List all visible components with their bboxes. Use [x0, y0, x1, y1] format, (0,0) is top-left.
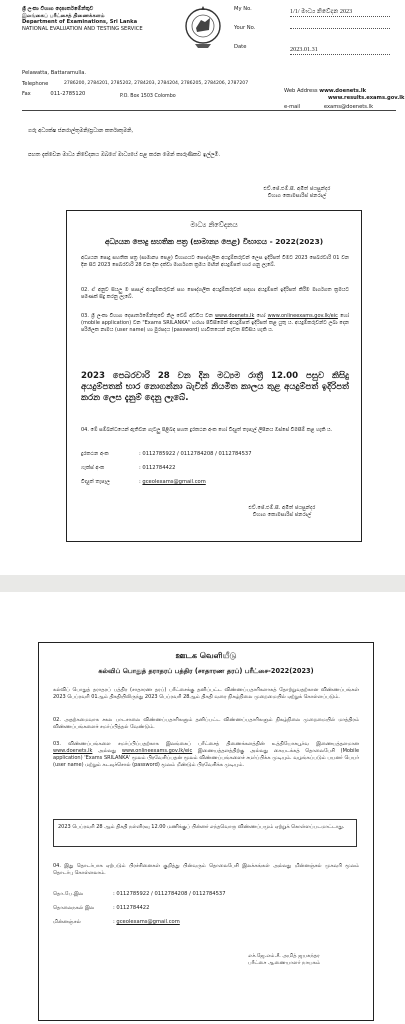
notice-signer-name-si: එච්.ජේ.එම්.සී. අමිත් ජයසුන්දර	[248, 505, 316, 511]
deadline-ta: 2023 பெப்ரவரி 28 ஆம் திகதி நள்ளிரவு 12.00 மணிக்குப் பின்னர் எந்தவொரு விண்ணப்பமும் ஏற்றுக் கொள்ளப்படமாட்டாது.	[53, 819, 357, 847]
unit-name-en: NATIONAL EVALUATION AND TESTING SERVICE	[22, 25, 143, 32]
email-label-si: විද්‍යුත් තැපෑල	[81, 479, 111, 485]
letter-page-2	[0, 592, 405, 1024]
media-notice-si	[66, 210, 362, 542]
notice-p1-ta: கல்விப் பொதுத் தராதரப் பத்திர (சாதாரண தரப்) பரீட்சைக்கு தனிப்பட்ட விண்ணப்பதாரிகளாகத் தோற்றுவதற்கான விண்ணப்பங்கள் 2023 பெப்ரவரி 01ஆம் திகதியிலிருந்து 2023 பெப்ரவரி 28ஆம் திகதி வரை நிகழ்நிலை முறைமையில் ஏற்றுக் கொள்ளப்படும்.	[53, 687, 359, 700]
email-link-ta[interactable]: gceolexams@gmail.com	[116, 919, 180, 925]
header-divider	[22, 110, 396, 111]
p3-lead: 03. ශ්‍රී ලංකා විභාග දෙපාර්තමේන්තුවේ නිල වෙබ් අඩවිය වන	[81, 313, 213, 319]
phones-si: 0112785922 / 0112784208 / 0112784537	[142, 451, 252, 457]
your-no-value	[290, 28, 390, 29]
email-link[interactable]: exams@doenets.lk	[323, 104, 374, 111]
phone-label-si: දුරකථන අංක	[81, 451, 109, 457]
phones-ta: 0112785922 / 0112784208 / 0112784537	[116, 891, 226, 897]
notice-signer-title-si: විභාග කොමසාරිස් ජනරාල්	[252, 511, 312, 518]
results-website-link[interactable]: www.results.exams.gov.lk	[328, 94, 405, 101]
media-notice-ta	[38, 642, 374, 1021]
p3-rest-ta: இணையத்தளத்திற்கு அல்லது கையடக்கத் தொலைபேசி (Mobile application) 'Exams SRILANKA' மூலம் பிரவேசிப்பதன் மூலம் விண்ணப்பங்களைச் சமர்ப்பிக்க முடியும். வழங்கப்படும் பயனர் பெயர் (user name) மற்றும் கடவுச்சொல் (password) மூலம் மீண்டும் பிரவேசிக்க முடியும்.	[53, 748, 360, 768]
dept-name-si: ශ්‍රී ලංකා විභාග දෙපාර්තමේන්තුව	[22, 6, 94, 12]
fax-label-si: ෆැක්ස් අංක	[81, 465, 105, 471]
notice-title-si: අධ්‍යයන පොදු සහතික පත්‍ර (සාමාන්‍ය පෙළ) විභාගය - 2022(2023)	[104, 237, 324, 246]
notice-p2-si: 02. ඒ අනුව සියලු ම පාසල් අයදුම්කරුවන් සහ පෞද්ගලික අයදුම්කරුවන් සඳහා අයදුම්පත් ඉදිරිපත් කිරීම මාර්ගගත ක්‍රමයට පමණක් සිදු කරනු ලැබේ.	[81, 287, 349, 301]
page-gap	[0, 575, 405, 592]
p3-mid-ta: அல்லது	[98, 748, 117, 754]
fax-number: 011-2785120	[50, 91, 86, 98]
signer-name: එච්.ජේ.එම්.සී. අමිත් ජයසුන්දර	[263, 186, 331, 192]
fax-ta: 0112784422	[116, 905, 150, 911]
website-link[interactable]: www.doenets.lk	[319, 88, 367, 94]
letter-signature	[222, 186, 372, 200]
phone-label: Telephone	[22, 80, 49, 87]
my-no-value: 1/1/ මාධ්‍ය නිවේදන 2023	[290, 9, 390, 17]
phone-numbers: 2786200, 2784201, 2785202, 2784203, 2784204, 2786205, 2784206, 2787207	[64, 81, 249, 86]
doenets-link-ta[interactable]: www.doenets.lk	[53, 748, 93, 754]
onlineexams-link-ta[interactable]: www.onlineexams.gov.lk/eic	[121, 748, 193, 754]
notice-p1-si: අධ්‍යයන පොදු සහතික පත්‍ර (සාමාන්‍ය පෙළ) විභාගයට පෞද්ගලික අයදුම්කරුවන් ලෙස ඉදිරිපත් වීමට 2023 පෙබරවාරි 01 වන දින සිට 2023 පෙබරවාරි 28 වන දින දක්වා මාර්ගගත ක්‍රමය මඟින් අයදුම්පත් භාර ගනු ලැබේ.	[81, 255, 349, 269]
website-label: Web Address	[284, 88, 318, 94]
email-label-ta: மின்னஞ்சல்	[53, 919, 81, 925]
address-en: Pelawatta, Battaramulla.	[22, 70, 87, 76]
notice-heading-si: මාධ්‍ය නිවේදනය	[190, 221, 238, 229]
my-no-label: My No.	[234, 6, 252, 12]
signer-title: විභාග කොමසාරිස් ජනරාල්	[267, 192, 327, 199]
notice-title-ta: கல்விப் பொதுத் தராதரப் பத்திர (சாதாரண தரப்) பரீட்சை-2022(2023)	[98, 667, 314, 675]
fax-label: Fax	[22, 91, 31, 98]
notice-signature-si	[207, 505, 357, 519]
date-value: 2023.01.31	[290, 47, 390, 55]
p3-rest: හෝ (mobile application) වන "Exams SRILANKA" හරහා පිවිසීමෙන් අයදුම්පත් ඉදිරිපත් කළ යුතු ය. අයදුම්කරුවන්ට ලබා දෙන පරිශීලක නාමය (user name) හා මුරපදය (password) භාවිතයෙන් නැවත පිවිසිය හැකි ය.	[81, 313, 349, 334]
notice-p3-si	[81, 313, 349, 335]
notice-signer-title-ta: பரீட்சை ஆணையாளர் நாயகம்	[247, 959, 321, 966]
fax-si: 0112784422	[142, 465, 176, 471]
notice-signature-ta	[209, 953, 359, 967]
po-box: P.O. Box 1503 Colombo	[120, 94, 176, 99]
notice-p4-ta: 04. இது தொடர்பாக ஏற்படும் பிரச்சினைகள் குறித்து பின்வரும் தொலைபேசி இலக்கங்கள் அல்லது மின்னஞ்சல் முகவரி மூலம் தொடர்பு கொள்ளலாம்.	[53, 863, 359, 876]
dept-name-ta: இலங்கைப் பரீட்சைத் திணைக்களம்	[22, 12, 105, 19]
your-no-label: Your No.	[234, 25, 256, 31]
contact-email-si: විද්‍යුත් තැපෑල : gceolexams@gmail.com	[81, 479, 206, 485]
phone-label-ta: தொ.பே.இல	[53, 891, 84, 897]
dept-name-en: Department of Examinations, Sri Lanka	[22, 19, 138, 26]
notice-signer-name-ta: எச்.ஜே.எம்.சீ. அமித் ஜயசுந்தர	[248, 953, 320, 959]
notice-p4-si: 04. මේ සම්බන්ධයෙන් ඇතිවන ගැටලු පිළිබඳ පහත දුරකථන අංක හෝ විද්‍යුත් තැපැල් ලිපිනය ඔස්සේ විමසීම් කළ හැකි ය.	[81, 427, 333, 433]
notice-p3-ta	[53, 741, 359, 769]
intro-text: පහත දැක්වෙන මාධ්‍ය නිවේදනය ඔබගේ මාධ්‍යයේ පළ කරන මෙන් කාරුණිකව ඉල්ලමි.	[28, 152, 221, 158]
deadline-si: 2023 පෙබරවාරි 28 වන දින මධ්‍යම රාත්‍රී 12.00 පසුව කිසිදු අයදුම්පතක් භාර නොගන්නා බැවින් නියමිත කාලය තුළ අයදුම්පත් ඉදිරිපත් කරන ලෙස දැනුම් දෙනු ලැබේ.	[81, 371, 349, 403]
contact-email-ta: மின்னஞ்சல் : gceolexams@gmail.com	[53, 919, 180, 925]
doenets-link[interactable]: www.doenets.lk	[214, 313, 255, 319]
sri-lanka-crest-icon	[183, 4, 223, 50]
contact-phones-ta: தொ.பே.இல : 0112785922 / 0112784208 / 0112784537	[53, 891, 226, 897]
contact-phones-si: දුරකථන අංක : 0112785922 / 0112784208 / 0112784537	[81, 451, 252, 457]
salutation: ගරු අධ්‍යක්ෂ ජනරාල්තුමනි/ප්‍රධාන කර්තෘතුමනි,	[28, 128, 134, 134]
p3-lead-ta: 03. விண்ணப்பங்களை சமர்ப்பிப்பதற்காக இலங்கைப் பரீட்சைத் திணைக்களத்தின் உத்தியோகபூர்வ இணையத்தளமான	[53, 741, 359, 747]
fax-label-ta: தொலைநகல் இல	[53, 905, 95, 911]
date-label: Date	[234, 44, 247, 50]
p3-mid: හෝ	[256, 313, 266, 319]
notice-heading-ta: ஊடக வெளியீடு	[175, 651, 237, 660]
onlineexams-link[interactable]: www.onlineexams.gov.lk/eic	[267, 313, 338, 319]
letterhead-left	[22, 6, 172, 32]
notice-p2-ta: 02. அதற்கமைவாக சகல பாடசாலை விண்ணப்பதாரிகளும் தனிப்பட்ட விண்ணப்பதாரிகளும் நிகழ்நிலை முறைமையில் மாத்திரம் விண்ணப்பங்களைச் சமர்ப்பித்தல் வேண்டும்.	[53, 717, 359, 730]
email-label: e-mail	[284, 104, 301, 111]
contact-fax-si: ෆැක්ස් අංක : 0112784422	[81, 465, 176, 471]
reference-block	[234, 6, 394, 63]
contact-fax-ta: தொலைநகல் இல : 0112784422	[53, 905, 150, 911]
email-link-si[interactable]: gceolexams@gmail.com	[142, 479, 206, 485]
